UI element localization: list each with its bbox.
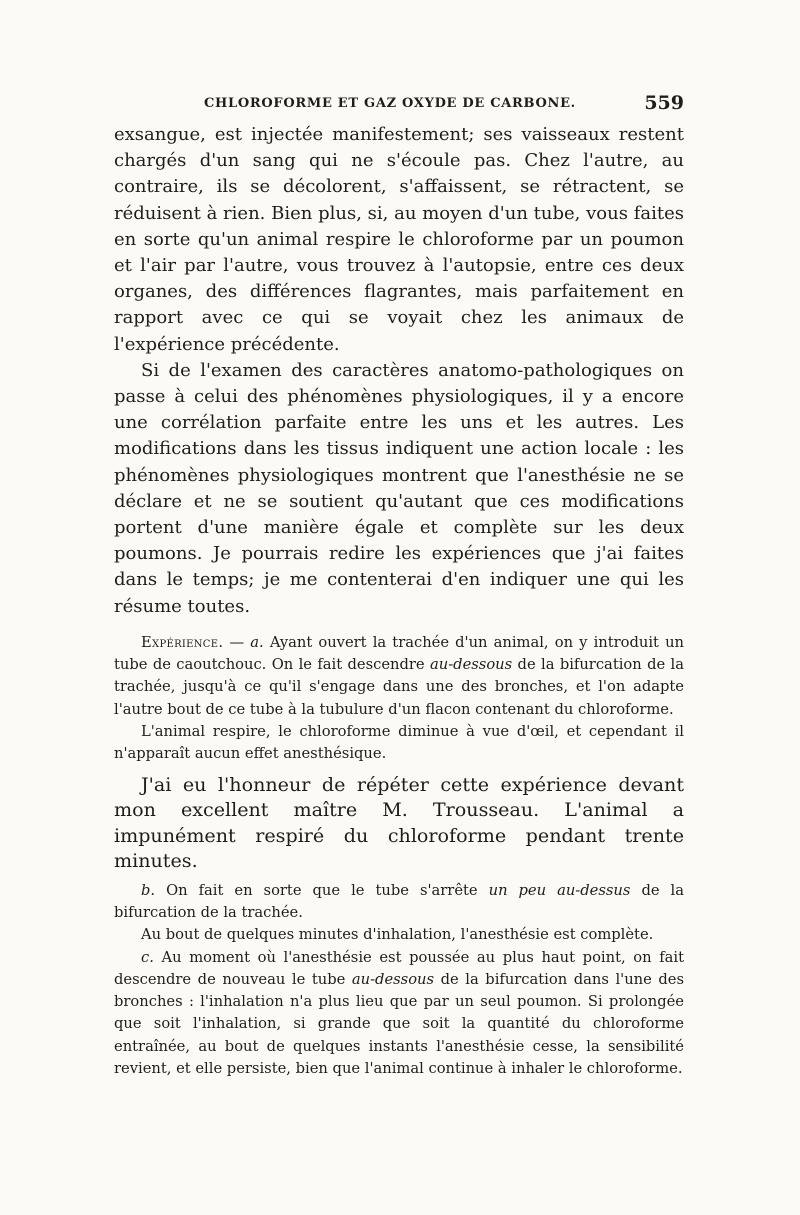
experiment-a-result: L'animal respire, le chloroforme diminue à vue d'œil, et cependant il n'apparaît aucun effet anesthésique. bbox=[114, 723, 684, 763]
paragraph-physiology: Si de l'examen des caractères anatomo-pathologiques on passe à celui des phénomènes physiologiques, il y a encore une corrélation parfaite entre les uns et les autres. Les modifications dans les tissus indiquent une action locale : les phénomènes physiologiques montrent que l'anesthésie ne se déclare et ne se soutient qu'autant que ces modifications portent d'une manière égale et complète sur les deux poumons. Je pourrais redire les expériences que j'ai faites dans le temps; je me contenterai d'en indiquer une qui les résume toutes. bbox=[114, 359, 684, 617]
running-head: CHLOROFORME ET GAZ OXYDE DE CARBONE. bbox=[204, 96, 576, 111]
experiment-b-emphasis: un peu au-dessus bbox=[488, 881, 631, 899]
experiment-b-result: Au bout de quelques minutes d'inhalation, l'anesthésie est complète. bbox=[141, 926, 654, 944]
experiment-a bbox=[114, 632, 684, 721]
book-page bbox=[114, 88, 684, 1080]
experiment-a-emphasis: au-dessous bbox=[429, 656, 513, 674]
experiment-c-text-1: Au moment où l'anesthésie est poussée au plus haut point, on fait descendre de nouveau le tube bbox=[114, 948, 684, 988]
experiment-c-emphasis: au-dessous bbox=[351, 970, 435, 988]
experiment-b-letter: b. bbox=[141, 881, 156, 899]
experiment-b-text-1: On fait en sorte que le tube s'arrête bbox=[155, 881, 489, 899]
experiment-a-text-1: Ayant ouvert la trachée d'un animal, on y introduit un tube de caoutchouc. On le fait descendre bbox=[114, 633, 684, 674]
experiment-c bbox=[114, 947, 684, 1081]
experiment-dash: — bbox=[223, 633, 251, 651]
paragraph-continuation: exsangue, est injectée manifestement; ses vaisseaux restent chargés d'un sang qui ne s'écoule pas. Chez l'autre, au contraire, ils se décolorent, s'affaissent, se rétractent, se réduisent à rien. Bien plus, si, au moyen d'un tube, vous faites en sorte qu'un animal respire le chloroforme par un poumon et l'air par l'autre, vous trouvez à l'autopsie, entre ces deux organes, des différences flagrantes, mais parfaitement en rapport avec ce qui se voyait chez les animaux de l'expérience précédente. bbox=[114, 124, 684, 355]
experiment-b bbox=[114, 880, 684, 925]
page-number: 559 bbox=[644, 92, 684, 114]
experiment-b-text-2: de la bifurcation de la trachée. bbox=[114, 881, 684, 921]
page-header bbox=[114, 88, 684, 122]
experiment-a-text-2: de la bifurcation de la trachée, jusqu'à ce qu'il s'engage dans une des bronches, et l'on adapte l'autre bout de ce tube à la tubulure d'un flacon contenant du chloroforme. bbox=[114, 656, 684, 718]
experiment-a-letter: a. bbox=[250, 633, 264, 651]
experiment-label: Expérience. bbox=[141, 633, 224, 651]
experiment-aside: J'ai eu l'honneur de répéter cette expérience devant mon excellent maître M. Trousseau. L'animal a impunément respiré du chloroforme pendant trente minutes. bbox=[114, 772, 684, 873]
experiment-c-letter: c. bbox=[141, 948, 154, 966]
experiment-c-text-2: de la bifurcation dans l'une des bronches : l'inhalation n'a plus lieu que par un seul poumon. Si prolongée que soit l'inhalation, si grande que soit la quantité du chloroforme entraînée, au bout de quelques instants l'anesthésie cesse, la sensibilité revient, et elle persiste, bien que l'animal continue à inhaler le chloroforme. bbox=[114, 970, 685, 1078]
